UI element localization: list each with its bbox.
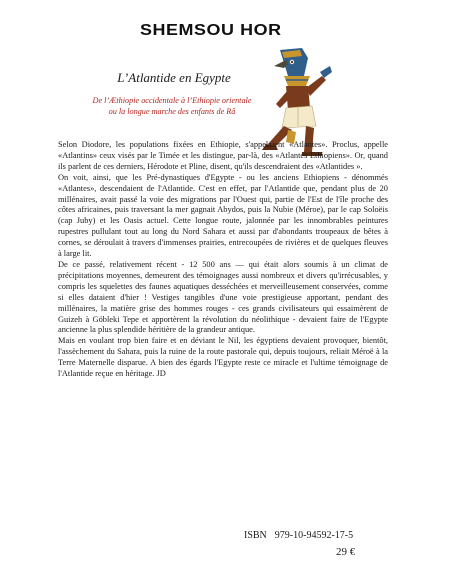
book-subtitle <box>52 95 292 117</box>
subtitle-line: De l’Æthiopie occidentale à l’Ethiopie orientale <box>92 96 252 105</box>
subtitle-line: ou la longue marche des enfants de Râ <box>108 107 236 116</box>
publisher-brand: SHEMSOU HOR <box>140 22 282 39</box>
isbn-line <box>244 530 353 541</box>
isbn-number: 979-10-94592-17-5 <box>274 530 354 541</box>
body-paragraph: Selon Diodore, les populations fixées en Ethiopie, s'appelaient «Atlantes». Proclus, appelle «Atlantins» ceux visés par le Timée et les distingue, par-là, des «Atlantes Ethiopiens». Or, quand ils parlent de ces derniers, Hérodote et Pline, disent, qu'ils descendraient des «Atlantides ». <box>58 140 388 171</box>
body-text <box>58 140 388 380</box>
body-paragraph: On voit, ainsi, que les Pré-dynastiques d'Egypte - ou les anciens Ethiopiens - dénommés «Atlantes», descendaient de l'Atlantide. C'est en effet, par l'Atlantide que, pendant plus de 20 millénaires, avait passé la voie des migrations par l'Ouest qui, partie de l'Est de l'île proche des côtes africaines, puis traversant la mer gagnait Abydos, puis la Nubie (Méroe), par le cap Soloëis (cap Juby) et les Oasis actuel. Cette longue route, jalonnée par les innombrables peintures rupestres pullulant tout au long du Nord Sahara et aussi par d'abondants troupeaux de bêtes à cornes, se déroulait à travers d'immenses prairies, entrecoupées de rivières et de quelques fleuves à large lit. <box>58 172 388 259</box>
body-paragraph: Mais en voulant trop bien faire et en déviant le Nil, les égyptiens devaient provoquer, bientôt, l'assèchement du Sahara, puis la ruine de la route pastorale qui, depuis toujours, reliait Méroë à la Terre Maternelle disparue. A bien des égards l'Egypte reste ce miracle et l'ultime témoignage de l'Atlantide reçue en héritage. JD <box>58 336 388 379</box>
price: 29 € <box>336 546 356 558</box>
book-title: L’Atlantide en Egypte <box>117 70 231 85</box>
body-paragraph: De ce passé, relativement récent - 12 500 ans — qui était alors soumis à un climat de précipitations moyennes, demeurent des témoignages aussi nombreux et divers qu'irrécusables, y compris les squelettes des faunes aquatiques desséchées et merveilleusement conservées, comme si elles dataient d'hier ! Vestiges tangibles d'une voie prestigieuse apportant, pendant des millénaires, la matière grise des hommes rouges - ces grands civilisateurs qui essaimèrent de Guizeh à Göbleki Tepe et apportèrent la révolution du néolithique - devaient faire de l'Egypte ancienne la plus splendide héritière de la grandeur antique. <box>58 259 388 335</box>
isbn-label: ISBN <box>244 530 267 541</box>
